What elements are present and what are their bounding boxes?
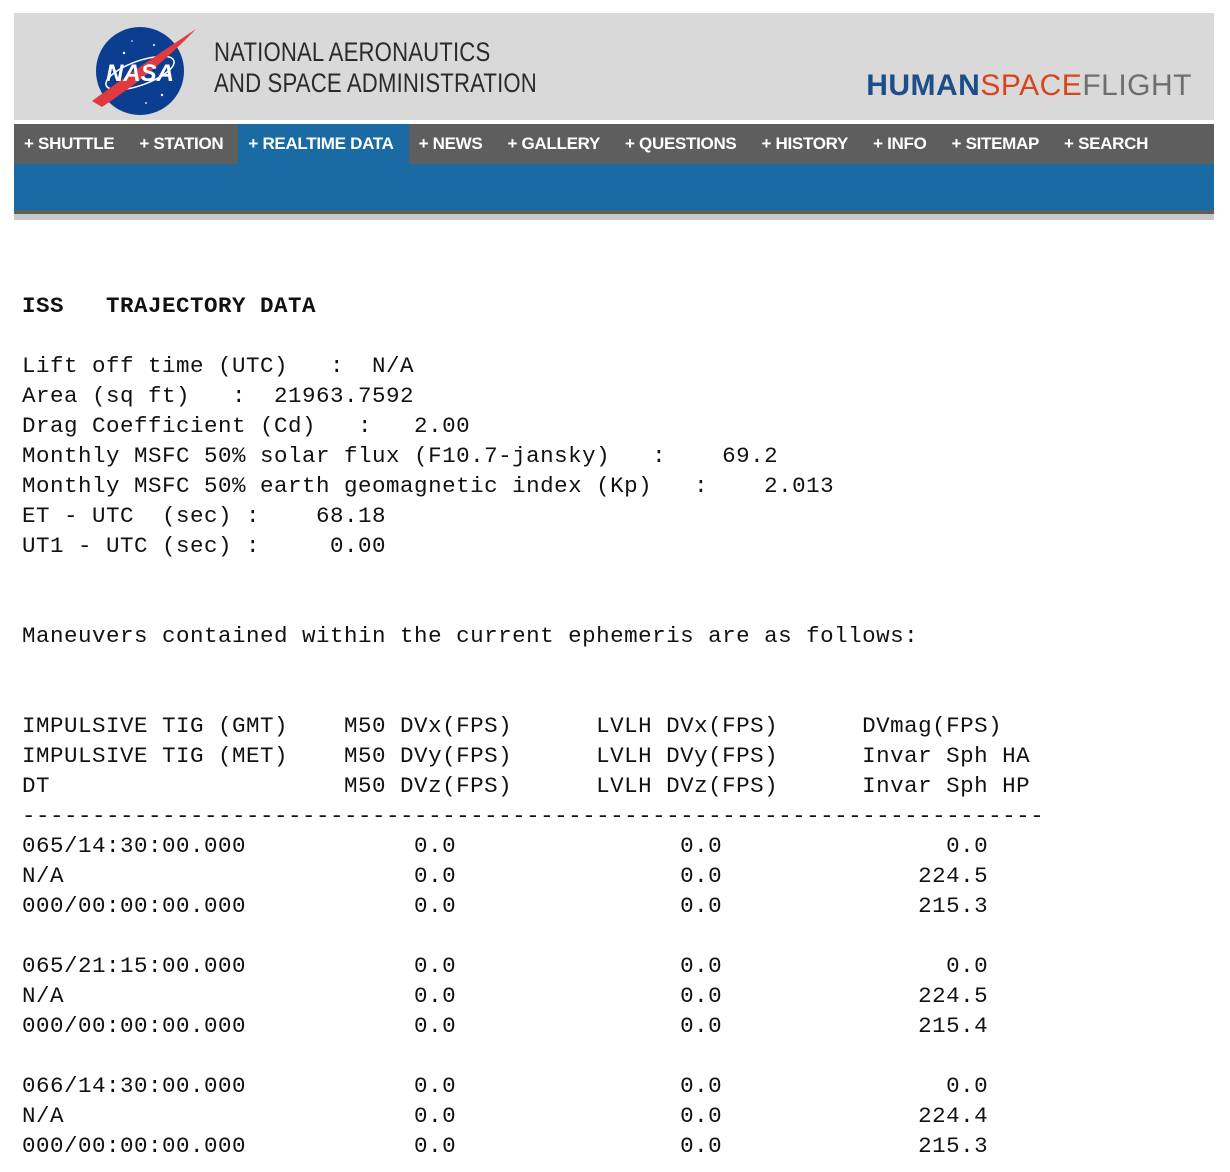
nav-item-sitemap[interactable]: + SITEMAP xyxy=(951,134,1040,153)
parameter-line: Monthly MSFC 50% earth geomagnetic index (Kp) : 2.013 xyxy=(22,473,835,499)
nav-item-search[interactable]: + SEARCH xyxy=(1064,134,1149,153)
table-header-line: DT M50 DVz(FPS) LVLH DVz(FPS) Invar Sph HP xyxy=(22,773,1031,799)
hsf-space: SPACE xyxy=(980,69,1083,102)
nav-item-questions[interactable]: + QUESTIONS xyxy=(625,134,737,153)
header-divider xyxy=(14,210,1214,220)
nav-item-gallery[interactable]: + GALLERY xyxy=(507,134,600,153)
agency-line2: AND SPACE ADMINISTRATION xyxy=(214,68,537,98)
agency-line1: NATIONAL AERONAUTICS xyxy=(214,37,491,67)
parameter-line: ET - UTC (sec) : 68.18 xyxy=(22,503,387,529)
maneuver-line: N/A 0.0 0.0 224.5 xyxy=(22,983,989,1009)
hsf-human: HUMAN xyxy=(866,69,981,102)
nav-item-shuttle[interactable]: + SHUTTLE xyxy=(24,134,115,153)
main-nav xyxy=(14,124,1214,164)
parameter-line: Lift off time (UTC) : N/A xyxy=(22,353,415,379)
maneuver-line: 000/00:00:00.000 0.0 0.0 215.3 xyxy=(22,1133,989,1159)
maneuver-line: 000/00:00:00.000 0.0 0.0 215.3 xyxy=(22,893,989,919)
svg-text:NASA: NASA xyxy=(105,60,175,87)
maneuver-line: 065/21:15:00.000 0.0 0.0 0.0 xyxy=(22,953,989,979)
maneuver-block xyxy=(22,1073,988,1159)
parameter-line: Monthly MSFC 50% solar flux (F10.7-jansky) : 69.2 xyxy=(22,443,779,469)
maneuver-block xyxy=(22,833,988,919)
page-title: ISS TRAJECTORY DATA xyxy=(22,293,317,319)
site-header xyxy=(14,13,1214,120)
human-spaceflight-logo[interactable] xyxy=(866,69,1192,103)
maneuver-line: 065/14:30:00.000 0.0 0.0 0.0 xyxy=(22,833,989,859)
nav-item-history[interactable]: + HISTORY xyxy=(761,134,849,153)
maneuver-line: N/A 0.0 0.0 224.5 xyxy=(22,863,989,889)
maneuver-table-header xyxy=(22,713,1030,799)
table-header-line: IMPULSIVE TIG (MET) M50 DVy(FPS) LVLH DVy(FPS) Invar Sph HA xyxy=(22,743,1031,769)
maneuver-line: 066/14:30:00.000 0.0 0.0 0.0 xyxy=(22,1073,989,1099)
maneuver-block xyxy=(22,953,988,1039)
table-header-line: IMPULSIVE TIG (GMT) M50 DVx(FPS) LVLH DVx(FPS) DVmag(FPS) xyxy=(22,713,1003,739)
nav-item-station[interactable]: + STATION xyxy=(139,134,224,153)
table-separator: ------------------------------------------------------------------------- xyxy=(22,803,1045,829)
nav-subbar xyxy=(14,164,1214,210)
nav-item-info[interactable]: + INFO xyxy=(873,134,927,153)
nasa-logo-icon[interactable] xyxy=(84,23,200,117)
agency-name xyxy=(214,37,537,99)
hsf-flight: FLIGHT xyxy=(1082,69,1192,102)
parameter-line: Drag Coefficient (Cd) : 2.00 xyxy=(22,413,471,439)
trajectory-parameters xyxy=(22,353,834,559)
trajectory-data xyxy=(22,291,1044,1161)
maneuver-line: N/A 0.0 0.0 224.4 xyxy=(22,1103,989,1129)
nav-item-realtime-data[interactable]: + REALTIME DATA xyxy=(238,124,408,164)
maneuver-list xyxy=(22,833,988,1159)
nav-item-news[interactable]: + NEWS xyxy=(418,134,483,153)
maneuver-line: 000/00:00:00.000 0.0 0.0 215.4 xyxy=(22,1013,989,1039)
parameter-line: Area (sq ft) : 21963.7592 xyxy=(22,383,415,409)
maneuvers-intro: Maneuvers contained within the current ephemeris are as follows: xyxy=(22,623,919,649)
parameter-line: UT1 - UTC (sec) : 0.00 xyxy=(22,533,387,559)
